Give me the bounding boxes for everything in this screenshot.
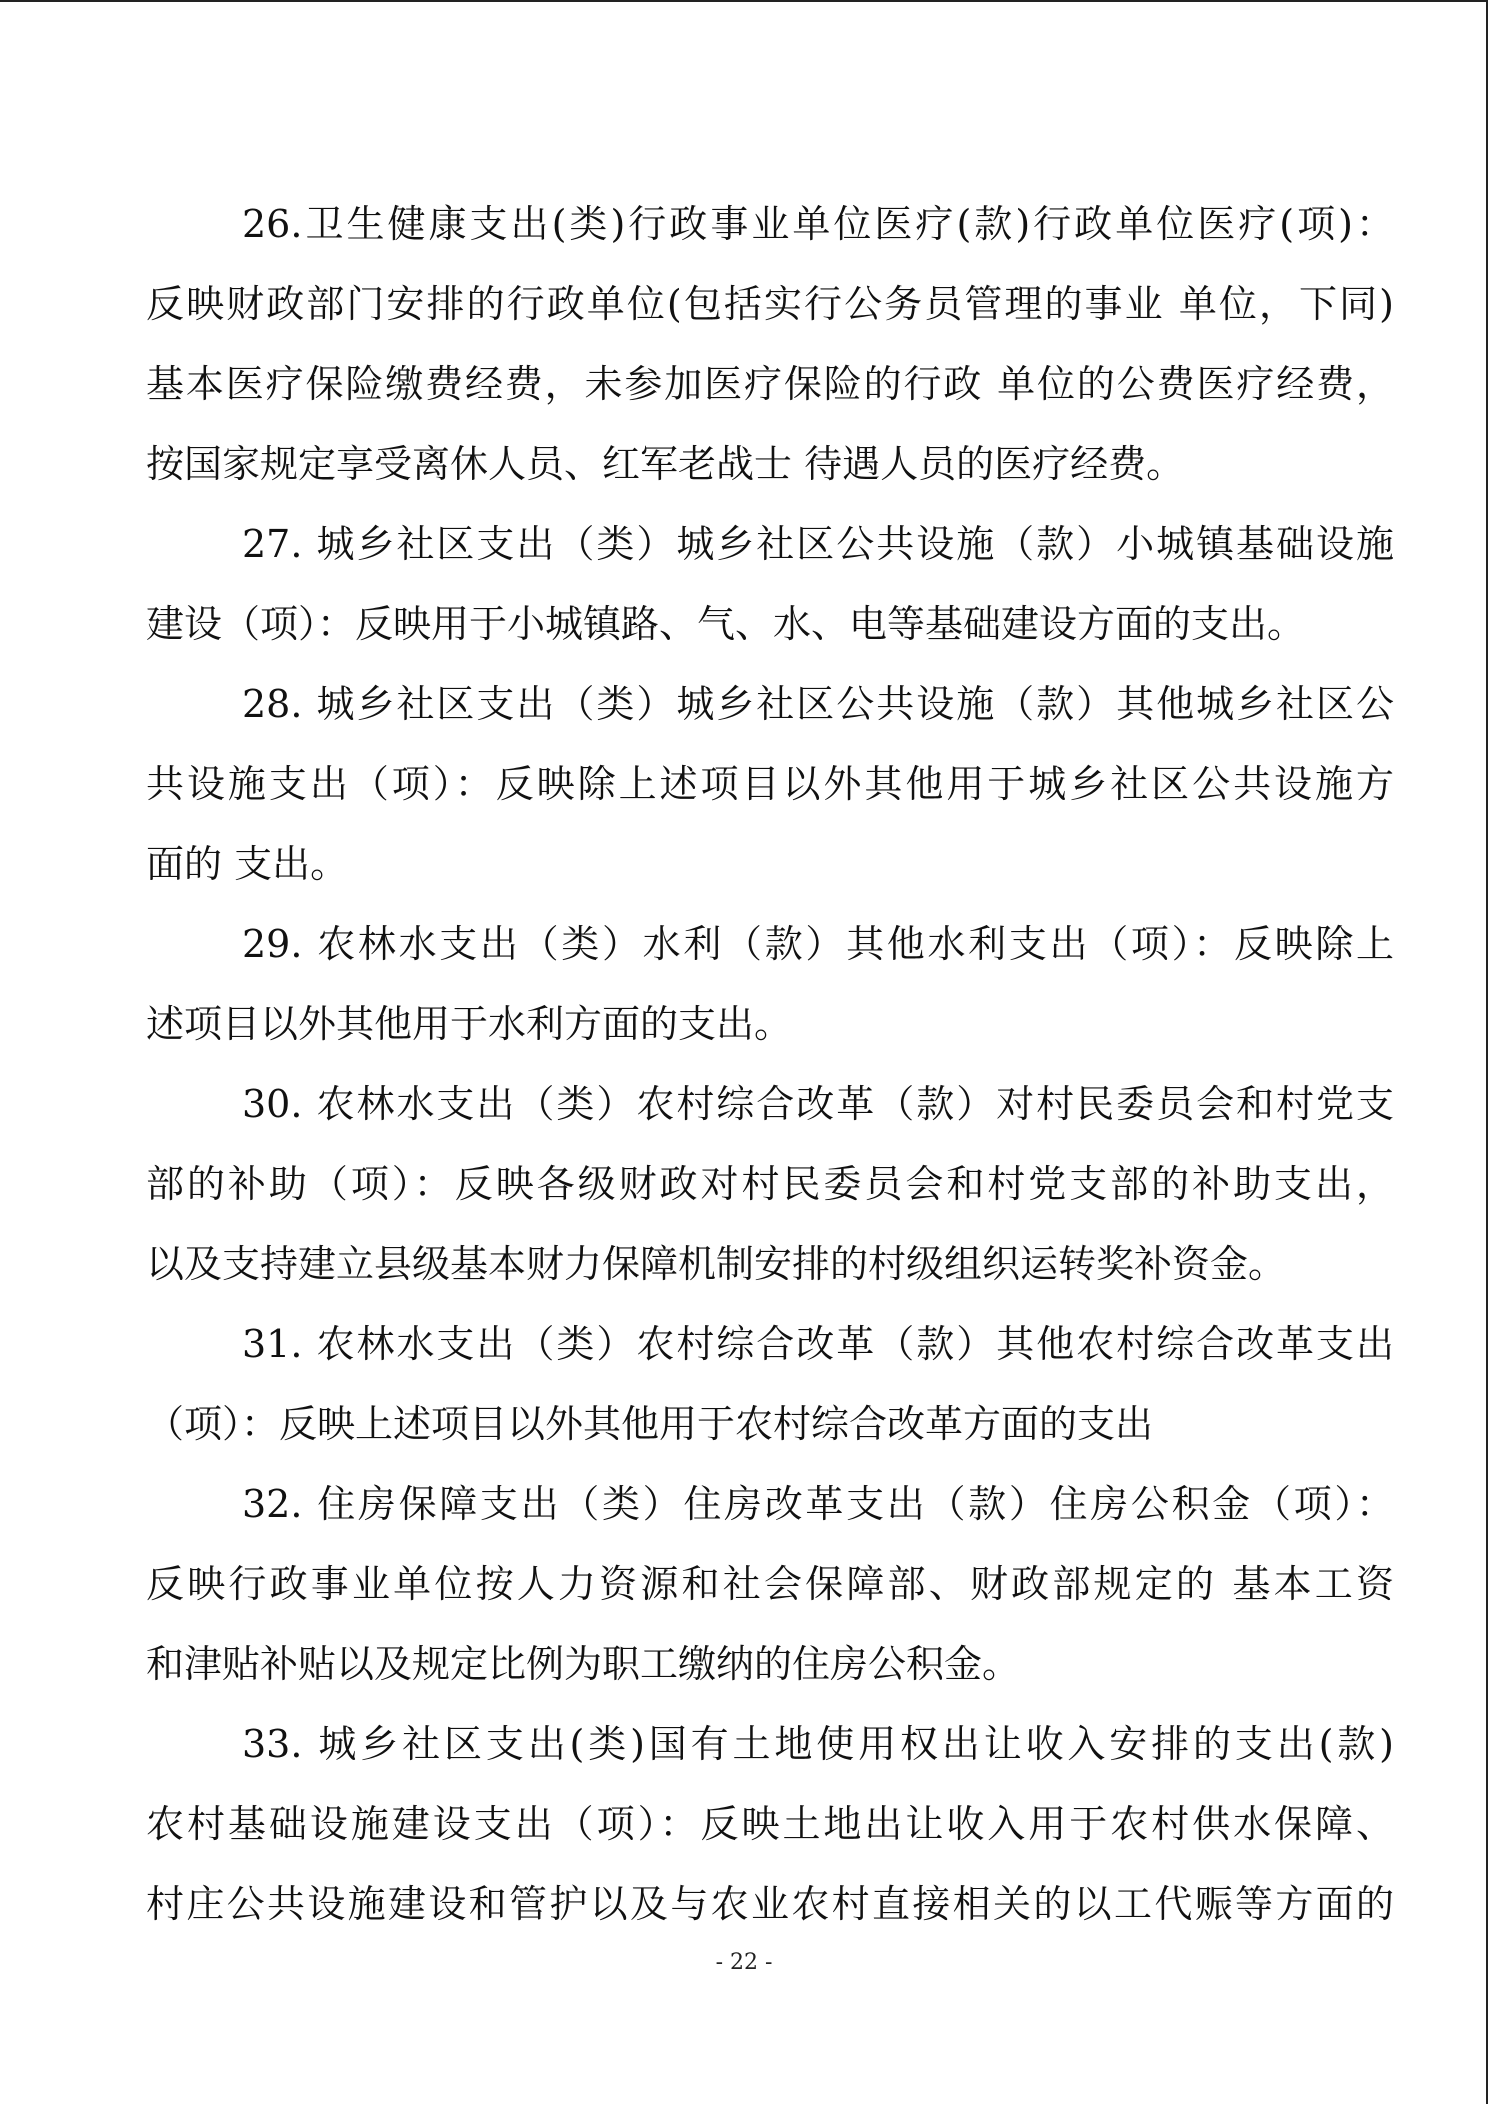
paragraph-30-line-1: 30. 农林水支出（类）农村综合改革（款）对村民委员会和村党支 (242, 1082, 1394, 1126)
paragraph-30-line-3: 以及支持建立县级基本财力保障机制安排的村级组织运转奖补资金。 (146, 1242, 1287, 1286)
paragraph-27-line-1: 27. 城乡社区支出（类）城乡社区公共设施（款）小城镇基础设施 (242, 522, 1394, 566)
paragraph-31-line-1: 31. 农林水支出（类）农村综合改革（款）其他农村综合改革支出 (242, 1322, 1394, 1366)
paragraph-29-line-1: 29. 农林水支出（类）水利（款）其他水利支出（项）：反映除上 (242, 922, 1394, 966)
paragraph-29-line-2: 述项目以外其他用于水利方面的支出。 (146, 1002, 793, 1046)
paragraph-32-line-1: 32. 住房保障支出（类）住房改革支出（款）住房公积金（项）： (242, 1482, 1394, 1526)
paragraph-30-line-2: 部的补助（项）：反映各级财政对村民委员会和村党支部的补助支出， (146, 1162, 1394, 1206)
paragraph-32-line-2: 反映行政事业单位按人力资源和社会保障部、财政部规定的 基本工资 (146, 1562, 1394, 1606)
paragraph-31-line-2: （项）：反映上述项目以外其他用于农村综合改革方面的支出 (146, 1402, 1154, 1446)
paragraph-28-line-2: 共设施支出（项）：反映除上述项目以外其他用于城乡社区公共设施方 (146, 762, 1394, 806)
paragraph-26-line-4: 按国家规定享受离休人员、红军老战士 待遇人员的医疗经费。 (146, 442, 1185, 486)
paragraph-28-line-1: 28. 城乡社区支出（类）城乡社区公共设施（款）其他城乡社区公 (242, 682, 1394, 726)
paragraph-27-line-2: 建设（项）：反映用于小城镇路、气、水、电等基础建设方面的支出。 (146, 602, 1306, 646)
page-number: - 22 - (715, 1950, 773, 1975)
paragraph-26-line-3: 基本医疗保险缴费经费，未参加医疗保险的行政 单位的公费医疗经费， (146, 362, 1394, 406)
document-body (146, 184, 1394, 1944)
paragraph-33-line-2: 农村基础设施建设支出（项）：反映土地出让收入用于农村供水保障、 (146, 1802, 1394, 1846)
paragraph-33-line-1: 33. 城乡社区支出(类)国有土地使用权出让收入安排的支出(款) (242, 1722, 1394, 1766)
paragraph-32-line-3: 和津贴补贴以及规定比例为职工缴纳的住房公积金。 (146, 1642, 1021, 1686)
paragraph-33-line-3: 村庄公共设施建设和管护以及与农业农村直接相关的以工代赈等方面的 (146, 1882, 1394, 1926)
paragraph-26-line-2: 反映财政部门安排的行政单位(包括实行公务员管理的事业 单位，下同) (146, 282, 1394, 326)
paragraph-28-line-3: 面的 支出。 (146, 842, 349, 886)
paragraph-26-line-1: 26.卫生健康支出(类)行政事业单位医疗(款)行政单位医疗(项)： (242, 202, 1394, 246)
